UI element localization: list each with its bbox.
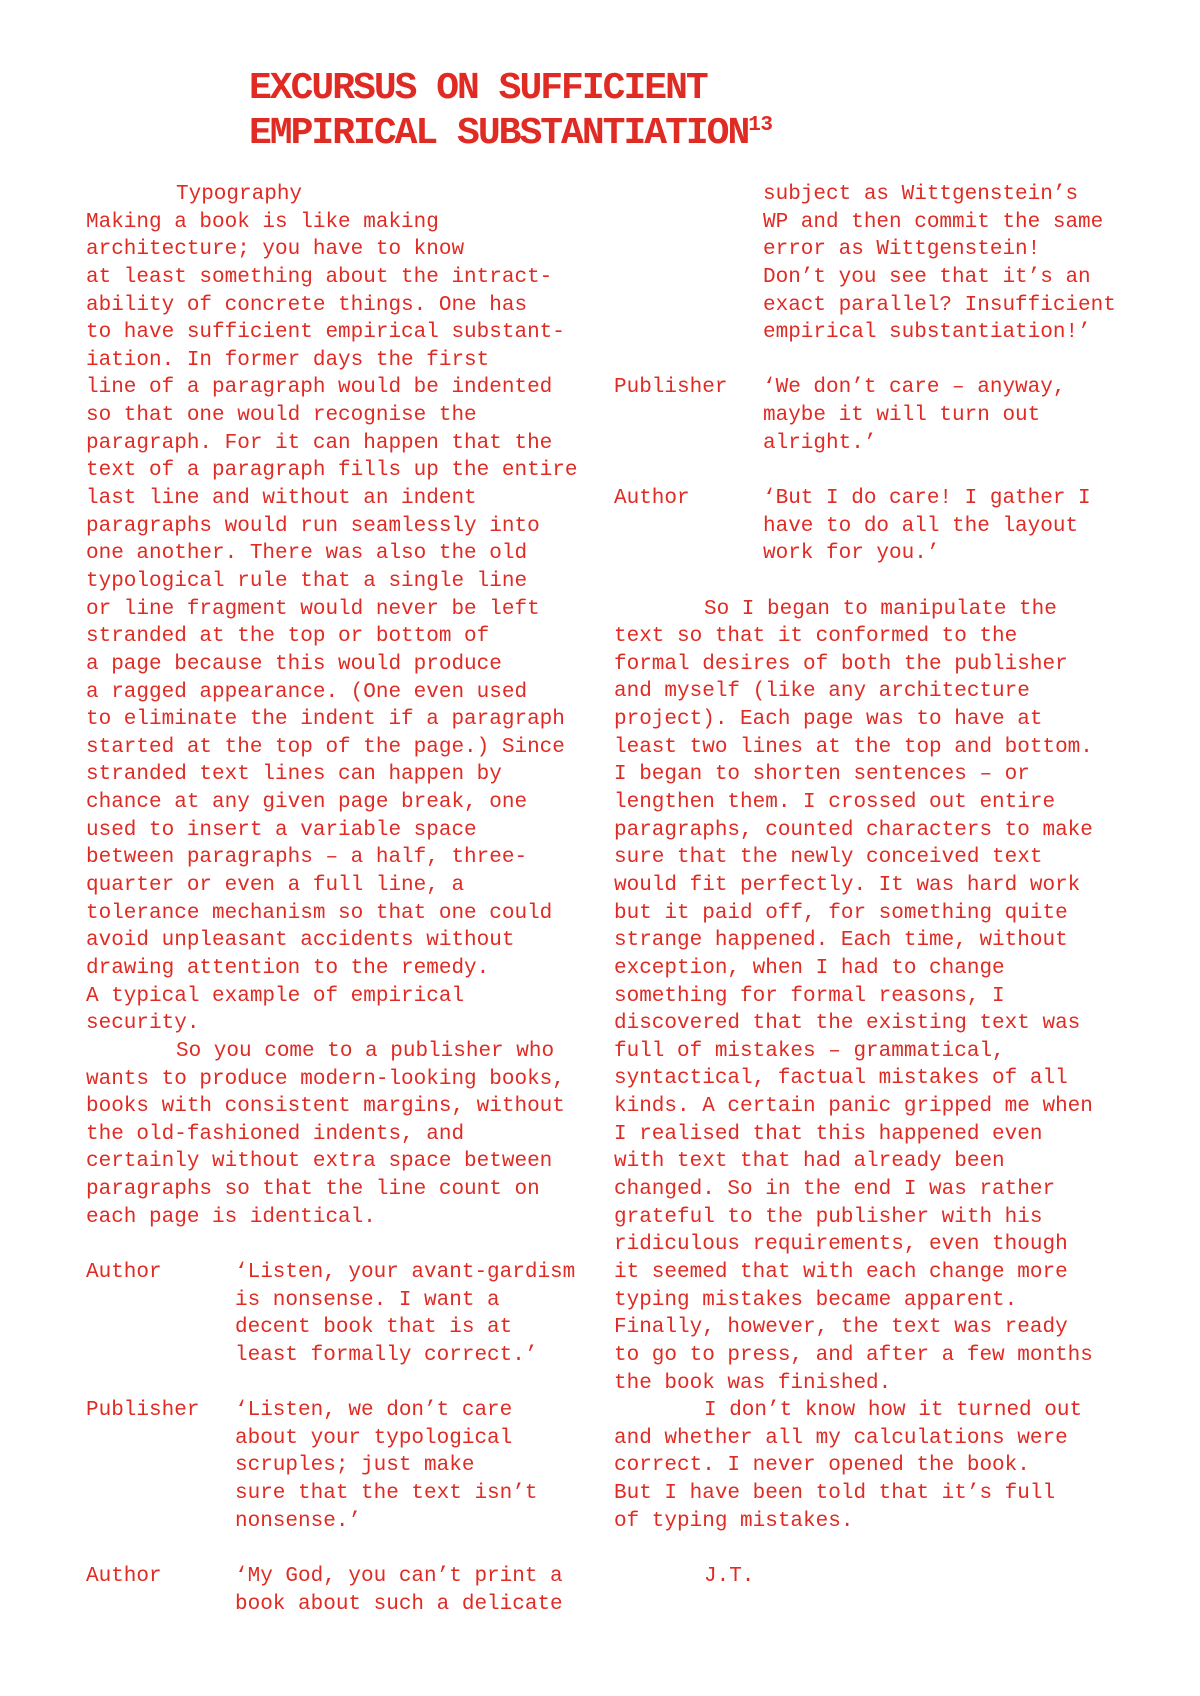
- speech-text-continued: subject as Wittgenstein’s WP and then commit the same error as Wittgenstein! Don’t you see that it’s an exact parallel? Insufficient empirical substantiation!’: [763, 183, 1116, 345]
- dialogue-entry: [614, 485, 1174, 568]
- dialogue-entry: [86, 1259, 611, 1370]
- title-line-2-text: EMPIRICAL SUBSTANTIATION: [249, 112, 749, 155]
- speech-text: ‘Listen, we don’t care about your typological scruples; just make sure that the text isn’t nonsense.’: [235, 1399, 538, 1533]
- speech-text: ‘My God, you can’t print a book about such a delicate: [235, 1564, 563, 1616]
- speaker-label: Publisher: [86, 1399, 200, 1423]
- title-line-1: EXCURSUS ON SUFFICIENT: [249, 67, 707, 110]
- speech-text: ‘But I do care! I gather I have to do all the layout work for you.’: [763, 487, 1091, 566]
- author-signature: J.T.: [704, 1564, 755, 1588]
- body-paragraph: So you come to a publisher who wants to produce modern-looking books, books with consistent margins, without the old-fashioned indents, and certainly without extra space between paragraphs so that the line count on each page is identical.: [86, 1039, 565, 1229]
- footnote-ref: 13: [748, 114, 773, 137]
- speaker-label: Author: [86, 1564, 162, 1588]
- dialogue-entry: [86, 1397, 611, 1535]
- left-column: [86, 181, 611, 1618]
- dialogue-entry: [86, 1563, 611, 1618]
- speaker-label: Publisher: [614, 376, 728, 400]
- speaker-label: Author: [86, 1260, 162, 1284]
- title-line-2: [249, 111, 773, 161]
- dialogue-entry: [614, 374, 1174, 457]
- speech-text: ‘We don’t care – anyway, maybe it will turn out alright.’: [763, 376, 1066, 455]
- body-paragraph: I don’t know how it turned out and whether all my calculations were correct. I never opened the book. But I have been told that it’s full of typing mistakes.: [614, 1399, 1083, 1533]
- speech-text: ‘Listen, your avant-gardism is nonsense. I want a decent book that is at least formally correct.’: [235, 1260, 576, 1367]
- excursus-title: [249, 66, 773, 161]
- section-heading: Typography: [176, 183, 303, 206]
- body-paragraph: Making a book is like making architecture; you have to know at least something about the intract- ability of concrete things. One has to have sufficient empirical substant- iation. In former days the first line of a paragraph would be indented so that one would recognise the paragraph. For it can happen that the text of a paragraph fills up the entire last line and without an indent paragraphs would run seamlessly into one another. There was also the old typological rule that a single line or line fragment would never be left stranded at the top or bottom of a page because this would produce a ragged appearance. (One even used to eliminate the indent if a paragraph started at the top of the page.) Since stranded text lines can happen by chance at any given page break, one used to insert a variable space between paragraphs – a half, three- quarter or even a full line, a tolerance mechanism so that one could avoid unpleasant accidents without drawing attention to the remedy. A typical example of empirical security.: [86, 210, 578, 1036]
- right-column: [614, 181, 1174, 1591]
- body-paragraph: So I began to manipulate the text so that it conformed to the formal desires of both the publisher and myself (like any architecture project). Each page was to have at least two lines at the top and bottom. I began to shorten sentences – or lengthen them. I crossed out entire paragraphs, counted characters to make sure that the newly conceived text would fit perfectly. It was hard work but it paid off, for something quite strange happened. Each time, without exception, when I had to change something for formal reasons, I discovered that the existing text was full of mistakes – grammatical, syntactical, factual mistakes of all kinds. A certain panic gripped me when I realised that this happened even with text that had already been changed. So in the end I was rather grateful to the publisher with his ridiculous requirements, even though it seemed that with each change more typing mistakes became apparent. Finally, however, the text was ready to go to press, and after a few months the book was finished.: [614, 597, 1093, 1395]
- speaker-label: Author: [614, 487, 690, 511]
